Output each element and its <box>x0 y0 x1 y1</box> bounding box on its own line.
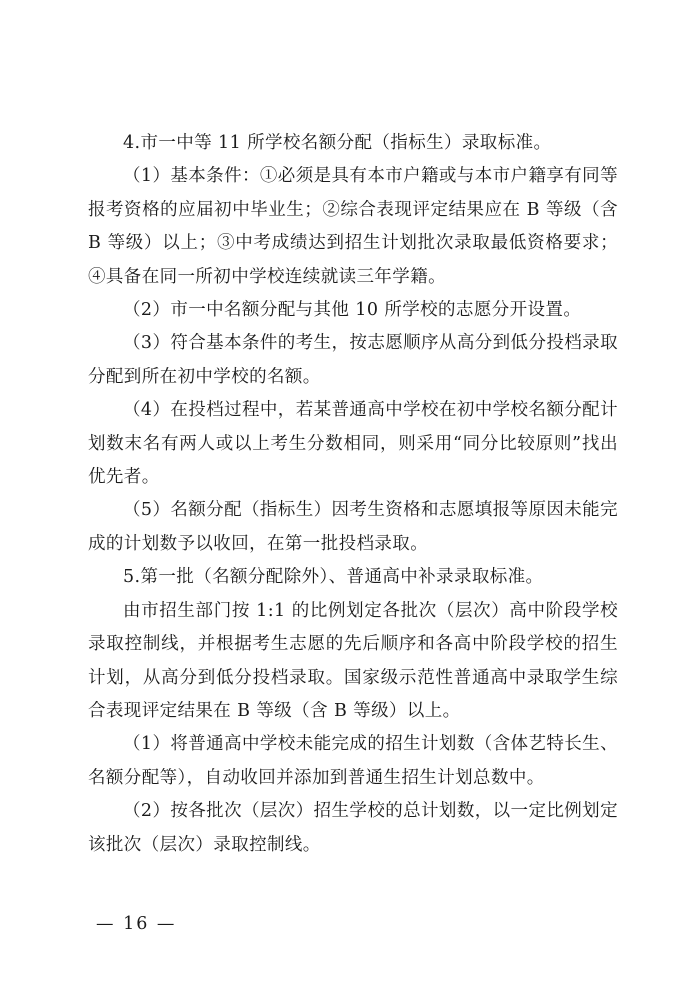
paragraph-quota-recovery: （5）名额分配（指标生）因考生资格和志愿填报等原因未能完成的计划数予以收回，在第一批投档录取。 <box>88 500 618 554</box>
paragraph-admission-order: （3）符合基本条件的考生，按志愿顺序从高分到低分投档录取分配到所在初中学校的名额。 <box>88 333 618 387</box>
paragraph-section-5-heading: 5.第一批（名额分配除外）、普通高中补录录取标准。 <box>123 567 544 588</box>
paragraph-separate-wishes: （2）市一中名额分配与其他 10 所学校的志愿分开设置。 <box>123 300 582 321</box>
paragraph-plan-recovery: （1）将普通高中学校未能完成的招生计划数（含体艺特长生、名额分配等），自动收回并添加到普通生招生计划总数中。 <box>88 734 618 788</box>
paragraph-basic-conditions: （1）基本条件：①必须是具有本市户籍或与本市户籍享有同等报考资格的应届初中毕业生；②综合表现评定结果应在 B 等级（含 B 等级）以上；③中考成绩达到招生计划批次录取最低资格要求；④具备在同一所初中学校连续就读三年学籍。 <box>88 166 618 287</box>
paragraph-batch-control-line: （2）按各批次（层次）招生学校的总计划数，以一定比例划定该批次（层次）录取控制线。 <box>88 801 618 855</box>
paragraph-control-line: 由市招生部门按 1:1 的比例划定各批次（层次）高中阶段学校录取控制线，并根据考生志愿的先后顺序和各高中阶段学校的招生计划，从高分到低分投档录取。国家级示范性普通高中录取学生综合表现评定结果在 B 等级（含 B 等级）以上。 <box>88 600 618 721</box>
page-number: — 16 — <box>96 914 177 934</box>
paragraph-section-4-heading: 4.市一中等 11 所学校名额分配（指标生）录取标准。 <box>123 133 552 153</box>
paragraph-tie-rule: （4）在投档过程中，若某普通高中学校在初中学校名额分配计划数末名有两人或以上考生分数相同，则采用“同分比较原则”找出优先者。 <box>88 400 618 488</box>
document-body <box>88 127 618 862</box>
